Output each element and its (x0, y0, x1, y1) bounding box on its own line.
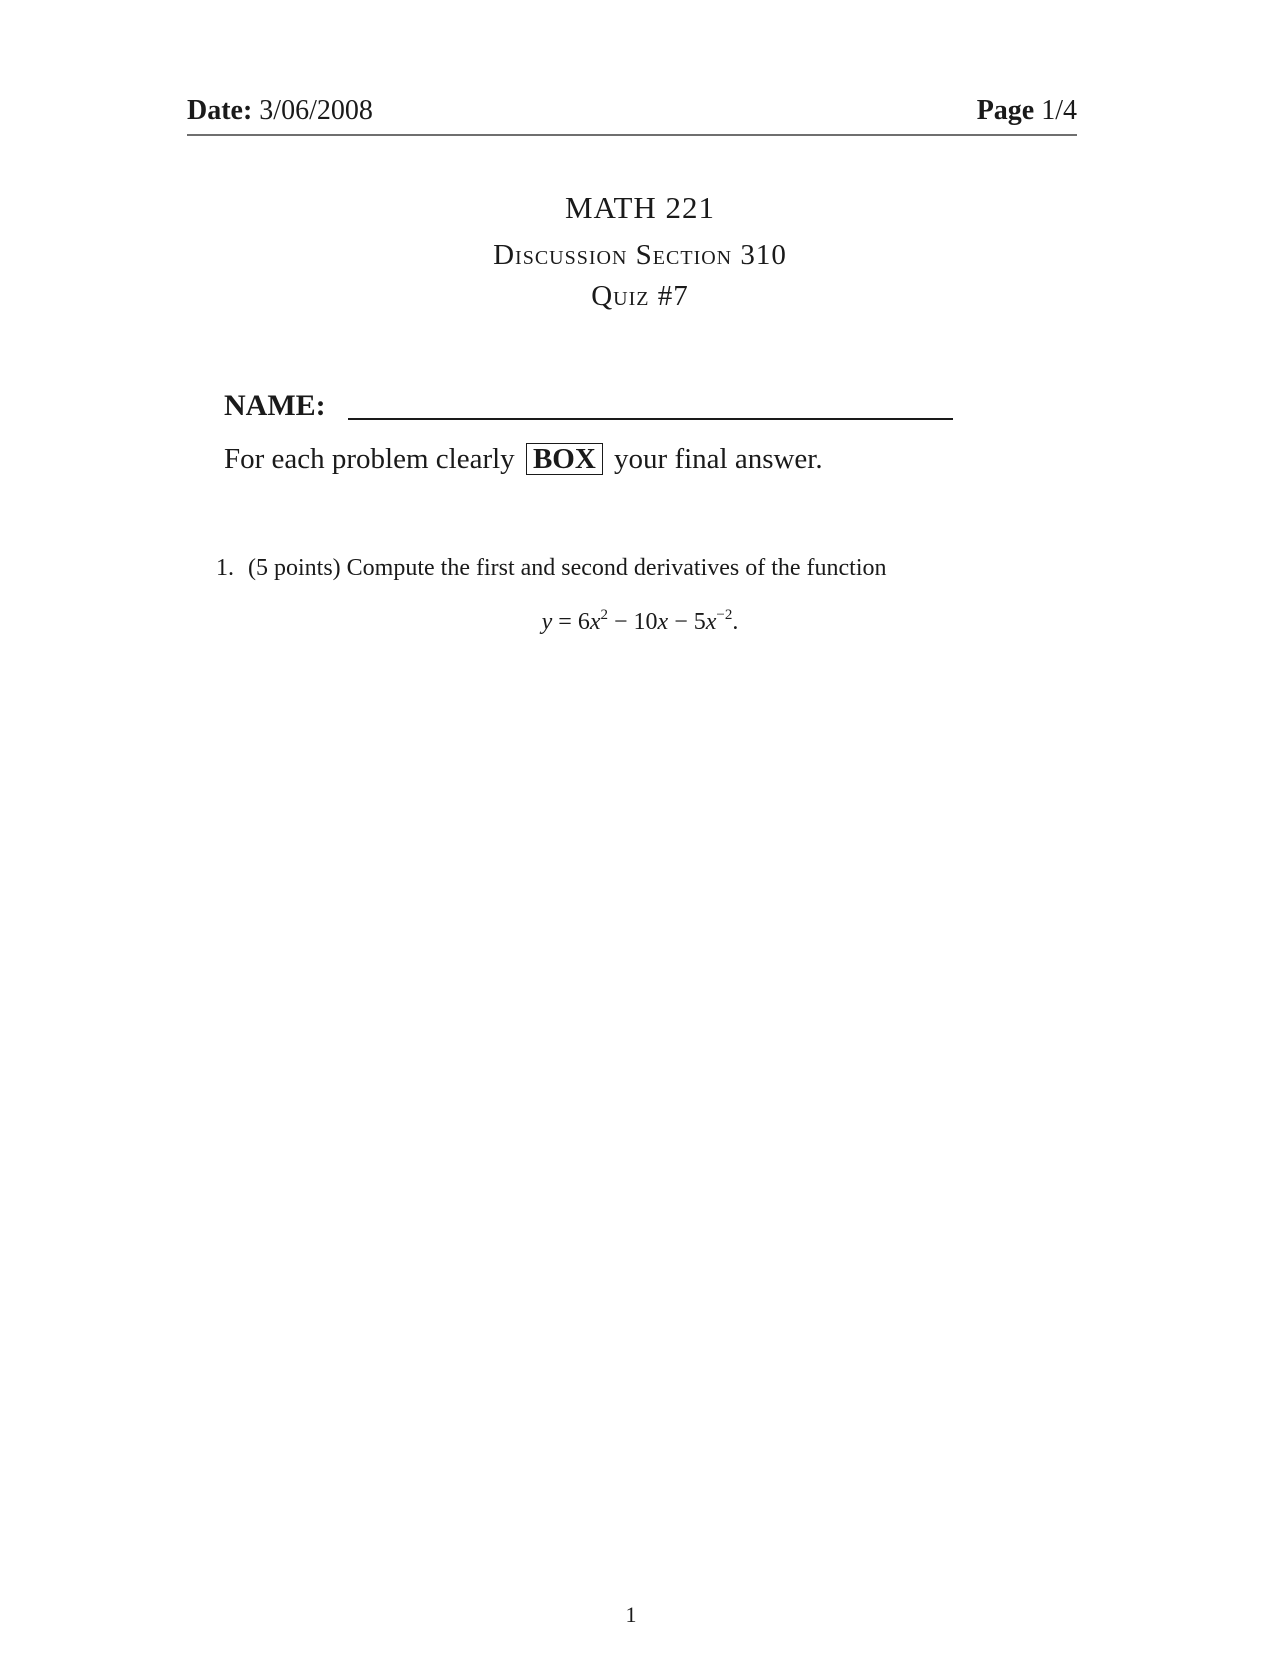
course-title: MATH 221 (564, 190, 716, 225)
term2-variable: x (657, 609, 669, 635)
term3-exponent: −2 (716, 607, 733, 623)
page-value: 1/4 (1041, 95, 1077, 126)
date-label: Date: (187, 95, 253, 126)
instruction-before: For each problem clearly (224, 443, 515, 475)
page-header (187, 88, 1077, 136)
term1-exponent: 2 (600, 607, 608, 623)
problem-text: (5 points) Compute the first and second derivatives of the function (248, 555, 887, 581)
term3-variable: x (705, 609, 717, 635)
term3-coefficient: 5 (693, 609, 706, 635)
operator-1: − (613, 609, 628, 635)
instruction-text (224, 441, 823, 477)
term1-variable: x (589, 609, 601, 635)
date-value: 3/06/2008 (259, 95, 373, 126)
problem-1 (216, 553, 887, 583)
page-number: 1 (625, 1602, 637, 1627)
page-indicator (977, 94, 1077, 128)
equation-lhs: y (541, 609, 553, 635)
section-title: Discussion Section 310 (493, 239, 787, 271)
term2-coefficient: 10 (633, 609, 658, 635)
term1-coefficient: 6 (577, 609, 590, 635)
problem-number: 1. (216, 555, 234, 581)
problem-1-equation (0, 607, 1280, 637)
equation-period: . (732, 609, 739, 635)
date-field (187, 94, 373, 128)
name-field-row (224, 388, 984, 428)
name-blank-line[interactable] (348, 418, 953, 420)
operator-2: − (674, 609, 688, 635)
boxed-word: BOX (526, 443, 603, 475)
equation-equals: = (558, 609, 572, 635)
name-label: NAME: (224, 389, 326, 422)
page-label: Page (976, 95, 1035, 126)
quiz-title: Quiz #7 (591, 280, 689, 312)
instruction-after: your final answer. (614, 443, 823, 475)
